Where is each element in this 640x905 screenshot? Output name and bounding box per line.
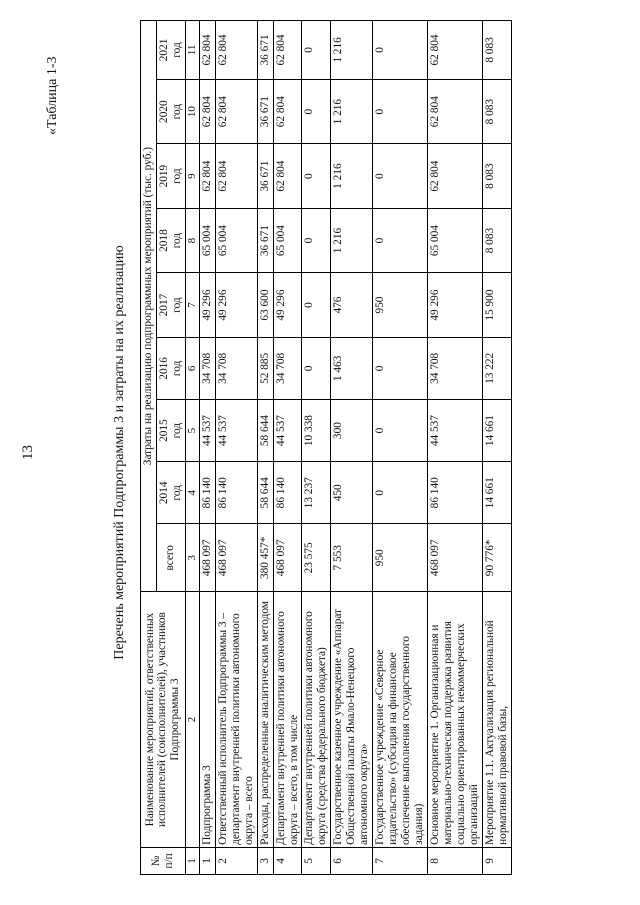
row-year-value: 65 004 xyxy=(215,208,257,272)
header-year: 2015 год xyxy=(156,399,185,461)
row-year-value: 13 222 xyxy=(483,337,512,399)
row-year-value: 36 671 xyxy=(257,208,273,272)
row-year-value: 300 xyxy=(331,399,373,461)
header-year: 2016 год xyxy=(156,337,185,399)
row-year-value: 450 xyxy=(331,462,373,524)
row-year-value: 49 296 xyxy=(428,273,483,337)
row-year-value: 62 804 xyxy=(215,79,257,143)
row-year-value: 49 296 xyxy=(215,273,257,337)
row-year-value: 8 083 xyxy=(483,144,512,208)
header-year: 2017 год xyxy=(156,273,185,337)
row-year-value: 62 804 xyxy=(428,79,483,143)
row-year-value: 62 804 xyxy=(199,79,215,143)
row-year-value: 0 xyxy=(373,144,428,208)
row-year-value: 34 708 xyxy=(273,337,302,399)
row-year-value: 62 804 xyxy=(273,79,302,143)
row-year-value: 62 804 xyxy=(273,144,302,208)
row-year-value: 44 537 xyxy=(199,399,215,461)
table-row xyxy=(428,21,483,875)
header-year: 2014 год xyxy=(156,462,185,524)
row-number: 5 xyxy=(302,847,331,874)
row-year-value: 62 804 xyxy=(199,144,215,208)
row-year-value: 34 708 xyxy=(215,337,257,399)
row-year-value: 0 xyxy=(373,208,428,272)
header-num: № п/п xyxy=(141,847,186,874)
row-name: Расходы, распределенные аналитическим методом xyxy=(257,592,273,848)
row-year-value: 8 083 xyxy=(483,208,512,272)
row-total: 468 097 xyxy=(215,524,257,592)
column-number: 9 xyxy=(185,144,199,208)
column-number: 4 xyxy=(185,462,199,524)
column-number: 8 xyxy=(185,208,199,272)
table-row xyxy=(257,21,273,875)
row-year-value: 1 216 xyxy=(331,21,373,80)
row-number: 7 xyxy=(373,847,428,874)
column-number: 2 xyxy=(185,592,199,848)
row-year-value: 1 463 xyxy=(331,337,373,399)
row-total: 90 776* xyxy=(483,524,512,592)
row-year-value: 86 140 xyxy=(273,462,302,524)
column-number: 1 xyxy=(185,847,199,874)
row-year-value: 14 661 xyxy=(483,399,512,461)
header-year: 2020 год xyxy=(156,79,185,143)
row-name: Ответственный исполнитель Подпрограммы 3 – департамент внутренней политики автономного округа – всего xyxy=(215,592,257,848)
row-year-value: 58 644 xyxy=(257,462,273,524)
table-body xyxy=(199,21,512,875)
column-number: 3 xyxy=(185,524,199,592)
row-year-value: 34 708 xyxy=(428,337,483,399)
row-year-value: 0 xyxy=(373,21,428,80)
column-number: 7 xyxy=(185,273,199,337)
row-year-value: 49 296 xyxy=(273,273,302,337)
row-year-value: 36 671 xyxy=(257,144,273,208)
row-year-value: 0 xyxy=(302,337,331,399)
row-year-value: 0 xyxy=(373,399,428,461)
row-total: 23 575 xyxy=(302,524,331,592)
row-number: 9 xyxy=(483,847,512,874)
row-year-value: 52 885 xyxy=(257,337,273,399)
row-year-value: 0 xyxy=(302,273,331,337)
row-year-value: 14 661 xyxy=(483,462,512,524)
row-year-value: 58 644 xyxy=(257,399,273,461)
row-year-value: 36 671 xyxy=(257,21,273,80)
row-name: Мероприятие 1.1. Актуализация региональной нормативной правовой базы, xyxy=(483,592,512,848)
row-total: 468 097 xyxy=(273,524,302,592)
row-year-value: 10 338 xyxy=(302,399,331,461)
row-name: Государственное казенное учреждение «Аппарат Общественной палаты Ямало-Ненецкого автономного округа» xyxy=(331,592,373,848)
row-total: 380 457* xyxy=(257,524,273,592)
table-row xyxy=(273,21,302,875)
table-row xyxy=(373,21,428,875)
row-number: 1 xyxy=(199,847,215,874)
row-name: Основное мероприятие 1. Организационная и материально-техническая поддержка развития социально ориентированных некоммерческих организаций xyxy=(428,592,483,848)
column-number: 11 xyxy=(185,21,199,80)
row-year-value: 0 xyxy=(302,208,331,272)
row-year-value: 1 216 xyxy=(331,144,373,208)
row-year-value: 44 537 xyxy=(215,399,257,461)
column-number: 6 xyxy=(185,337,199,399)
row-name: Государственное учреждение «Северное издательство» (субсидия на финансовое обеспечение выполнения государственного задания) xyxy=(373,592,428,848)
row-total: 950 xyxy=(373,524,428,592)
row-number: 3 xyxy=(257,847,273,874)
row-year-value: 1 216 xyxy=(331,208,373,272)
row-year-value: 8 083 xyxy=(483,79,512,143)
row-year-value: 62 804 xyxy=(215,21,257,80)
document-title: Перечень мероприятий Подпрограммы 3 и затраты на их реализацию xyxy=(112,245,127,660)
column-numbers-row xyxy=(185,21,199,875)
row-year-value: 62 804 xyxy=(215,144,257,208)
row-year-value: 44 537 xyxy=(273,399,302,461)
row-year-value: 36 671 xyxy=(257,79,273,143)
row-number: 4 xyxy=(273,847,302,874)
row-total: 468 097 xyxy=(199,524,215,592)
row-year-value: 65 004 xyxy=(273,208,302,272)
row-year-value: 476 xyxy=(331,273,373,337)
row-name: Департамент внутренней политики автономного округа – всего, в том числе xyxy=(273,592,302,848)
row-year-value: 15 900 xyxy=(483,273,512,337)
header-year: 2019 год xyxy=(156,144,185,208)
row-year-value: 62 804 xyxy=(428,144,483,208)
row-year-value: 0 xyxy=(302,79,331,143)
header-year: 2021 год xyxy=(156,21,185,80)
header-name: Наименование мероприятий, ответственных исполнителей (соисполнителей), участников Подпрограммы 3 xyxy=(141,592,186,848)
row-total: 468 097 xyxy=(428,524,483,592)
row-year-value: 0 xyxy=(373,79,428,143)
row-year-value: 62 804 xyxy=(199,21,215,80)
header-total: всего xyxy=(156,524,185,592)
row-year-value: 1 216 xyxy=(331,79,373,143)
header-year: 2018 год xyxy=(156,208,185,272)
column-number: 5 xyxy=(185,399,199,461)
row-year-value: 13 237 xyxy=(302,462,331,524)
table-row xyxy=(199,21,215,875)
row-year-value: 86 140 xyxy=(215,462,257,524)
row-number: 6 xyxy=(331,847,373,874)
row-number: 8 xyxy=(428,847,483,874)
row-year-value: 0 xyxy=(302,144,331,208)
table-row xyxy=(483,21,512,875)
header-costs-group: Затраты на реализацию подпрограммных мероприятий (тыс. руб.) xyxy=(141,21,157,592)
row-total: 7 553 xyxy=(331,524,373,592)
row-year-value: 950 xyxy=(373,273,428,337)
row-year-value: 65 004 xyxy=(428,208,483,272)
row-year-value: 49 296 xyxy=(199,273,215,337)
table-row xyxy=(302,21,331,875)
row-year-value: 86 140 xyxy=(428,462,483,524)
row-year-value: 0 xyxy=(373,337,428,399)
row-year-value: 0 xyxy=(373,462,428,524)
row-year-value: 62 804 xyxy=(428,21,483,80)
table-reference: «Таблица 1-3 xyxy=(45,56,60,135)
row-year-value: 44 537 xyxy=(428,399,483,461)
row-year-value: 86 140 xyxy=(199,462,215,524)
row-number: 2 xyxy=(215,847,257,874)
row-year-value: 63 600 xyxy=(257,273,273,337)
table-row xyxy=(215,21,257,875)
row-year-value: 0 xyxy=(302,21,331,80)
row-year-value: 8 083 xyxy=(483,21,512,80)
row-year-value: 65 004 xyxy=(199,208,215,272)
row-name: Подпрограмма 3 xyxy=(199,592,215,848)
column-number: 10 xyxy=(185,79,199,143)
header-row-1 xyxy=(141,21,157,875)
row-name: Департамент внутренней политики автономного округа (средства федерального бюджета) xyxy=(302,592,331,848)
row-year-value: 62 804 xyxy=(273,21,302,80)
table-row xyxy=(331,21,373,875)
page-number: 13 xyxy=(20,445,36,460)
row-year-value: 34 708 xyxy=(199,337,215,399)
activities-table xyxy=(140,20,512,875)
